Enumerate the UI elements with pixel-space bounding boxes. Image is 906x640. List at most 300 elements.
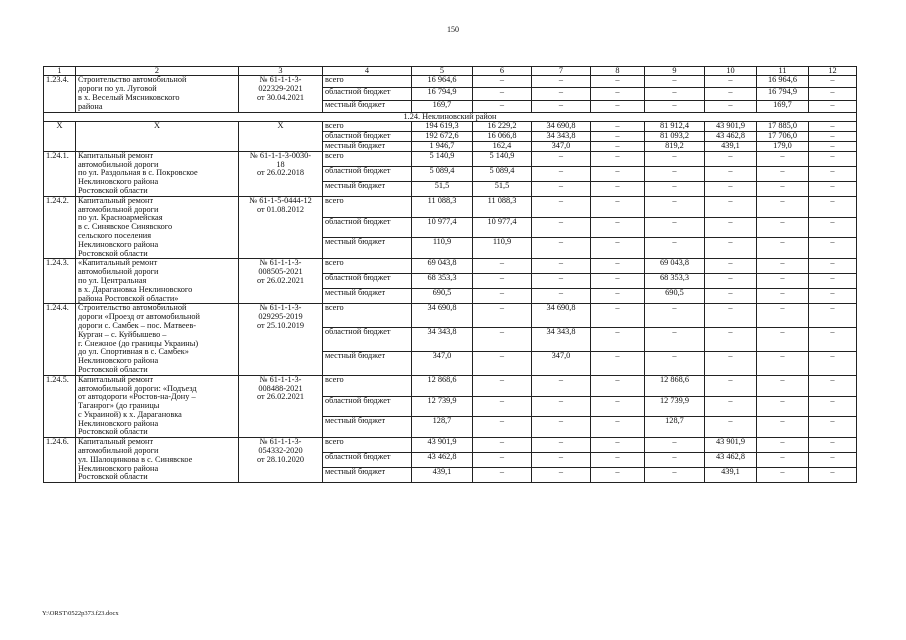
object-name-line: автомобильной дороги: «Подъезд (78, 383, 197, 393)
object-name-line: автомобильной дороги (78, 204, 159, 214)
column-number-cell: 6 (473, 67, 532, 76)
object-name-line: автомобильной дороги (78, 446, 159, 456)
amount-cell: – (705, 351, 757, 375)
amount-cell: 819,2 (645, 141, 705, 151)
amount-cell: – (705, 100, 757, 112)
amount-cell: 12 739,9 (645, 396, 705, 417)
amount-cell: – (757, 304, 809, 328)
amount-cell: – (705, 88, 757, 100)
amount-cell: – (645, 438, 705, 453)
amount-cell: 17 706,0 (757, 132, 809, 142)
column-number-cell: 8 (591, 67, 645, 76)
object-name-line: Курган – с. Куйбышево – (78, 329, 167, 339)
funding-source-cell: местный бюджет (323, 141, 412, 151)
object-name-line: Ростовской области (78, 472, 148, 482)
amount-cell: – (809, 217, 857, 238)
amount-cell: 12 739,9 (412, 396, 473, 417)
amount-cell: – (809, 166, 857, 181)
table-row (44, 196, 857, 217)
amount-cell: – (645, 166, 705, 181)
amount-cell: 5 140,9 (473, 151, 532, 166)
amount-cell: 69 043,8 (412, 259, 473, 274)
amount-cell: 17 885,0 (757, 122, 809, 132)
amount-cell: 11 088,3 (473, 196, 532, 217)
amount-cell: – (591, 453, 645, 468)
column-number-cell: 1 (44, 67, 76, 76)
funding-source-cell: областной бюджет (323, 166, 412, 181)
amount-cell: – (473, 259, 532, 274)
amount-cell: – (705, 396, 757, 417)
amount-cell: 34 343,8 (532, 132, 591, 142)
object-name-line: автомобильной дороги (78, 267, 159, 277)
funding-source-cell: всего (323, 259, 412, 274)
object-name-line: по ул. Красноармейская (78, 213, 163, 223)
amount-cell: – (705, 151, 757, 166)
amount-cell: – (757, 181, 809, 196)
document-cell (239, 151, 323, 196)
amount-cell: – (532, 289, 591, 304)
amount-cell: – (645, 453, 705, 468)
amount-cell: – (757, 453, 809, 468)
amount-cell: 16 066,8 (473, 132, 532, 142)
amount-cell: – (809, 304, 857, 328)
funding-source-cell: местный бюджет (323, 100, 412, 112)
amount-cell: – (705, 238, 757, 259)
amount-cell: – (473, 100, 532, 112)
object-name-cell (76, 122, 239, 151)
object-name-line: дороги «Проезд от автомобильной (78, 312, 200, 322)
amount-cell: – (473, 438, 532, 453)
object-name-line: с Украиной) к х. Дарагановка (78, 409, 182, 419)
amount-cell: – (473, 375, 532, 396)
amount-cell: – (591, 151, 645, 166)
amount-cell: – (532, 417, 591, 438)
object-name-line: до ул. Спортивная в с. Самбек» (78, 347, 189, 357)
amount-cell: – (532, 151, 591, 166)
amount-cell: – (809, 351, 857, 375)
amount-cell: – (473, 328, 532, 352)
object-name-line: в х. Дарагановка Неклиновского (78, 284, 193, 294)
amount-cell: – (809, 122, 857, 132)
amount-cell: – (809, 289, 857, 304)
funding-source-cell: местный бюджет (323, 181, 412, 196)
document-line: от 25.10.2019 (256, 320, 305, 330)
amount-cell: – (473, 417, 532, 438)
document-line: 029295-2019 (258, 312, 303, 322)
funding-source-cell: всего (323, 438, 412, 453)
amount-cell: – (757, 217, 809, 238)
amount-cell: – (809, 274, 857, 289)
amount-cell: – (705, 259, 757, 274)
amount-cell: – (809, 141, 857, 151)
funding-source-cell: всего (323, 122, 412, 132)
amount-cell: – (757, 468, 809, 483)
amount-cell: – (645, 151, 705, 166)
amount-cell: 169,7 (757, 100, 809, 112)
amount-cell: 12 868,6 (412, 375, 473, 396)
funding-source-cell: местный бюджет (323, 289, 412, 304)
amount-cell: 16 794,9 (757, 88, 809, 100)
amount-cell: – (809, 328, 857, 352)
item-number: 1.24.6. (46, 437, 69, 447)
amount-cell: 51,5 (473, 181, 532, 196)
object-name-line: дороги по ул. Луговой (78, 84, 157, 94)
amount-cell: – (809, 238, 857, 259)
amount-cell: – (809, 259, 857, 274)
funding-source-cell: местный бюджет (323, 417, 412, 438)
amount-cell: – (532, 375, 591, 396)
amount-cell: 347,0 (532, 351, 591, 375)
object-name-line: г. Снежное (до границы Украины) (78, 338, 199, 348)
amount-cell: – (645, 351, 705, 375)
amount-cell: – (532, 166, 591, 181)
column-number-cell: 7 (532, 67, 591, 76)
document-line: Х (277, 121, 284, 131)
amount-cell: – (532, 76, 591, 88)
document-line: № 61-1-1-3- (259, 258, 302, 268)
object-name-line: Капитальный ремонт (78, 437, 154, 447)
object-name-line: Строительство автомобильной (78, 303, 187, 313)
amount-cell: – (591, 181, 645, 196)
amount-cell: – (757, 151, 809, 166)
document-line: № 61-1-1-3-0030- (249, 151, 312, 160)
object-name-line: Х (154, 121, 160, 131)
amount-cell: – (473, 88, 532, 100)
amount-cell: – (645, 88, 705, 100)
amount-cell: – (645, 181, 705, 196)
document-line: № 61-1-1-3- (259, 375, 302, 384)
object-name-line: ул. Шалоцинкова в с. Синявское (78, 454, 193, 464)
object-name-line: района (78, 101, 103, 111)
amount-cell: – (473, 396, 532, 417)
amount-cell: – (645, 196, 705, 217)
amount-cell: 16 794,9 (412, 88, 473, 100)
document-line: от 26.02.2021 (256, 275, 305, 285)
amount-cell: 439,1 (705, 141, 757, 151)
object-name-line: Неклиновского района (78, 418, 159, 428)
amount-cell: – (757, 396, 809, 417)
amount-cell: – (645, 100, 705, 112)
amount-cell: 34 690,8 (532, 304, 591, 328)
amount-cell: 192 672,6 (412, 132, 473, 142)
document-cell (239, 196, 323, 259)
amount-cell: 43 901,9 (705, 122, 757, 132)
amount-cell: – (809, 132, 857, 142)
amount-cell: 10 977,4 (473, 217, 532, 238)
object-name-line: Ростовской области (78, 248, 148, 258)
table-row (44, 259, 857, 274)
amount-cell: – (473, 468, 532, 483)
funding-source-cell: областной бюджет (323, 217, 412, 238)
column-number-cell: 4 (323, 67, 412, 76)
amount-cell: 43 462,8 (705, 453, 757, 468)
document-cell (239, 438, 323, 483)
amount-cell: – (532, 438, 591, 453)
amount-cell: – (809, 181, 857, 196)
amount-cell: – (591, 88, 645, 100)
amount-cell: – (809, 76, 857, 88)
funding-source-cell: местный бюджет (323, 351, 412, 375)
column-number-cell: 12 (809, 67, 857, 76)
amount-cell: 34 690,8 (412, 304, 473, 328)
item-number-cell (44, 151, 76, 196)
amount-cell: 43 901,9 (412, 438, 473, 453)
object-name-line: автомобильной дороги (78, 159, 159, 169)
column-number-cell: 3 (239, 67, 323, 76)
funding-source-cell: всего (323, 151, 412, 166)
amount-cell: – (809, 438, 857, 453)
object-name-line: Капитальный ремонт (78, 151, 154, 160)
document-line: 18 (276, 159, 285, 169)
document-line: от 01.08.2012 (256, 204, 305, 214)
column-number-cell: 10 (705, 67, 757, 76)
amount-cell: – (591, 438, 645, 453)
amount-cell: – (591, 375, 645, 396)
amount-cell: – (473, 304, 532, 328)
object-name-cell (76, 438, 239, 483)
amount-cell: 194 619,3 (412, 122, 473, 132)
object-name-line: «Капитальный ремонт (78, 258, 158, 268)
table-header-row (44, 67, 857, 76)
column-number-cell: 5 (412, 67, 473, 76)
amount-cell: – (591, 351, 645, 375)
amount-cell: 68 353,3 (645, 274, 705, 289)
item-number-cell (44, 122, 76, 151)
amount-cell: – (532, 88, 591, 100)
object-name-line: Ростовской области (78, 364, 148, 374)
amount-cell: – (809, 196, 857, 217)
document-line: № 61-1-5-0444-12 (249, 196, 312, 205)
amount-cell: – (645, 217, 705, 238)
amount-cell: – (532, 217, 591, 238)
document-line: от 26.02.2018 (256, 168, 305, 178)
object-name-line: Неклиновского района (78, 239, 159, 249)
amount-cell: – (809, 396, 857, 417)
amount-cell: 10 977,4 (412, 217, 473, 238)
object-name-line: сельского поселения (78, 230, 152, 240)
document-line: от 30.04.2021 (256, 93, 305, 102)
amount-cell: 68 353,3 (412, 274, 473, 289)
amount-cell: – (591, 122, 645, 132)
amount-cell: 5 140,9 (412, 151, 473, 166)
object-name-cell (76, 151, 239, 196)
amount-cell: – (645, 238, 705, 259)
amount-cell: – (473, 289, 532, 304)
item-number: 1.24.2. (46, 196, 69, 205)
amount-cell: 16 229,2 (473, 122, 532, 132)
amount-cell: – (473, 76, 532, 88)
amount-cell: – (591, 196, 645, 217)
amount-cell: 81 093,2 (645, 132, 705, 142)
amount-cell: 690,5 (645, 289, 705, 304)
amount-cell: – (705, 375, 757, 396)
amount-cell: – (532, 238, 591, 259)
amount-cell: – (591, 132, 645, 142)
amount-cell: 34 690,8 (532, 122, 591, 132)
document-line: 054332-2020 (258, 446, 303, 456)
amount-cell: – (757, 417, 809, 438)
amount-cell: – (757, 274, 809, 289)
document-cell (239, 76, 323, 112)
amount-cell: 12 868,6 (645, 375, 705, 396)
amount-cell: 43 462,8 (705, 132, 757, 142)
amount-cell: – (757, 351, 809, 375)
amount-cell: – (532, 181, 591, 196)
column-number-cell: 11 (757, 67, 809, 76)
amount-cell: 16 964,6 (412, 76, 473, 88)
object-name-line: в с. Синявское Синявского (78, 222, 173, 232)
amount-cell: 439,1 (412, 468, 473, 483)
funding-source-cell: местный бюджет (323, 238, 412, 259)
amount-cell: 128,7 (412, 417, 473, 438)
amount-cell: 110,9 (473, 238, 532, 259)
amount-cell: 34 343,8 (532, 328, 591, 352)
amount-cell: 34 343,8 (412, 328, 473, 352)
amount-cell: – (591, 166, 645, 181)
item-number: 1.24.3. (46, 258, 69, 268)
object-name-line: Капитальный ремонт (78, 196, 154, 205)
amount-cell: – (705, 217, 757, 238)
funding-source-cell: областной бюджет (323, 132, 412, 142)
item-number: 1.24.4. (46, 303, 69, 313)
amount-cell: – (809, 100, 857, 112)
table-row (44, 304, 857, 328)
funding-source-cell: всего (323, 196, 412, 217)
amount-cell: – (591, 289, 645, 304)
amount-cell: 347,0 (412, 351, 473, 375)
item-number: 1.23.4. (46, 75, 69, 85)
amount-cell: – (532, 100, 591, 112)
table-row (44, 438, 857, 453)
item-number: Х (56, 121, 63, 131)
object-name-cell (76, 304, 239, 375)
object-name-line: Капитальный ремонт (78, 375, 154, 384)
document-line: № 61-1-1-3- (259, 75, 302, 85)
document-cell (239, 122, 323, 151)
amount-cell: – (532, 396, 591, 417)
section-row (44, 112, 857, 122)
amount-cell: 43 901,9 (705, 438, 757, 453)
object-name-line: Неклиновского района (78, 463, 159, 473)
amount-cell: 51,5 (412, 181, 473, 196)
item-number-cell (44, 259, 76, 304)
item-number: 1.24.1. (46, 151, 69, 160)
amount-cell: – (473, 453, 532, 468)
amount-cell: – (809, 417, 857, 438)
amount-cell: 690,5 (412, 289, 473, 304)
item-number: 1.24.5. (46, 375, 69, 384)
funding-source-cell: местный бюджет (323, 468, 412, 483)
table-row (44, 76, 857, 88)
object-name-line: по ул. Раздольная в с. Покровское (78, 168, 198, 178)
section-title: 1.24. Неклиновский район (44, 112, 857, 122)
page-number: 150 (447, 25, 459, 34)
item-number-cell (44, 375, 76, 438)
amount-cell: – (591, 259, 645, 274)
funding-source-cell: областной бюджет (323, 453, 412, 468)
amount-cell: – (757, 238, 809, 259)
funding-source-cell: областной бюджет (323, 328, 412, 352)
file-path-footer: Y:\ORST\0522p373.f23.docx (42, 610, 119, 617)
item-number-cell (44, 76, 76, 112)
amount-cell: 347,0 (532, 141, 591, 151)
amount-cell: – (705, 166, 757, 181)
amount-cell: – (809, 151, 857, 166)
object-name-line: в х. Веселый Мясниковского (78, 93, 180, 102)
object-name-line: по ул. Центральная (78, 275, 147, 285)
object-name-line: Ростовской области (78, 185, 148, 195)
amount-cell: – (591, 141, 645, 151)
object-name-line: Неклиновского района (78, 177, 159, 187)
amount-cell: 110,9 (412, 238, 473, 259)
amount-cell: – (809, 453, 857, 468)
funding-source-cell: областной бюджет (323, 88, 412, 100)
document-line: 008488-2021 (258, 383, 303, 393)
amount-cell: – (757, 328, 809, 352)
item-number-cell (44, 304, 76, 375)
object-name-line: Строительство автомобильной (78, 75, 187, 85)
object-name-line: Ростовской области (78, 427, 148, 437)
table-row (44, 375, 857, 396)
funding-source-cell: областной бюджет (323, 274, 412, 289)
item-number-cell (44, 438, 76, 483)
amount-cell: – (757, 259, 809, 274)
column-number-cell: 2 (76, 67, 239, 76)
amount-cell: – (591, 100, 645, 112)
object-name-line: Таганрог» (до границы (78, 401, 160, 411)
column-number-cell: 9 (645, 67, 705, 76)
amount-cell: – (705, 196, 757, 217)
item-number-cell (44, 196, 76, 259)
amount-cell: 128,7 (645, 417, 705, 438)
amount-cell: – (809, 88, 857, 100)
amount-cell: – (809, 468, 857, 483)
amount-cell: – (757, 375, 809, 396)
amount-cell: – (705, 181, 757, 196)
amount-cell: – (591, 396, 645, 417)
amount-cell: – (645, 328, 705, 352)
object-name-line: дороги с. Самбек – пос. Матвеев- (78, 320, 197, 330)
amount-cell: 43 462,8 (412, 453, 473, 468)
amount-cell: – (645, 468, 705, 483)
object-name-line: района Ростовской области» (78, 293, 179, 303)
amount-cell: 5 089,4 (473, 166, 532, 181)
document-cell (239, 375, 323, 438)
object-name-cell (76, 375, 239, 438)
amount-cell: – (591, 217, 645, 238)
amount-cell: 11 088,3 (412, 196, 473, 217)
document-line: № 61-1-1-3- (259, 437, 302, 447)
document-line: 022329-2021 (258, 84, 303, 94)
object-name-cell (76, 259, 239, 304)
amount-cell: 179,0 (757, 141, 809, 151)
amount-cell: – (473, 274, 532, 289)
amount-cell: – (591, 238, 645, 259)
amount-cell: – (591, 417, 645, 438)
funding-source-cell: всего (323, 375, 412, 396)
amount-cell: 439,1 (705, 468, 757, 483)
amount-cell: – (705, 417, 757, 438)
document-cell (239, 304, 323, 375)
object-name-cell (76, 76, 239, 112)
amount-cell: – (591, 274, 645, 289)
funding-source-cell: всего (323, 76, 412, 88)
amount-cell: – (591, 328, 645, 352)
amount-cell: – (591, 304, 645, 328)
document-line: от 28.10.2020 (256, 454, 305, 464)
amount-cell: – (532, 274, 591, 289)
amount-cell: – (645, 76, 705, 88)
